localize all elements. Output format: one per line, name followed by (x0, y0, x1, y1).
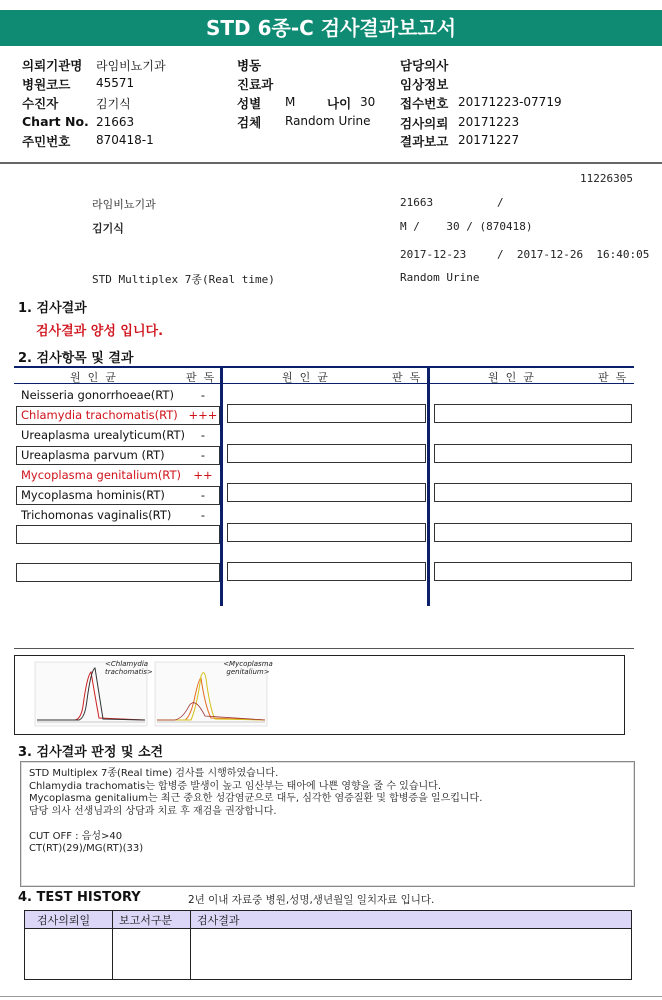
hospital-name-value: 라임비뇨기과 (96, 59, 166, 73)
info-specimen: Random Urine (400, 271, 480, 284)
empty-result-cell (227, 444, 426, 463)
clinical-info-label: 임상정보 (400, 77, 449, 92)
comment-box (20, 761, 635, 887)
col-header-judge-2: 판 독 (392, 371, 421, 384)
info-clinic: 라임비뇨기과 (92, 198, 156, 211)
comment-line: Mycoplasma genitalium는 최근 중요한 성감염균으로 대두, 심각한 염증질환 및 합병증을 일으킵니다. (29, 793, 483, 804)
col-header-judge-1: 판 독 (186, 371, 215, 384)
history-note: 2년 이내 자료중 병원,성명,생년월일 일치자료 입니다. (188, 894, 435, 906)
patient-label: 수진자 (22, 96, 59, 111)
department-label: 진료과 (237, 77, 274, 92)
sex-label: 성별 (237, 96, 262, 111)
organism-name: Ureaplasma parvum (RT) (21, 448, 165, 462)
specimen-value: Random Urine (285, 114, 371, 128)
hospital-code-value: 45571 (96, 76, 135, 90)
age-value: 30 (360, 95, 376, 109)
organism-name: Neisseria gonorrhoeae(RT) (21, 388, 174, 402)
receipt-no-value: 20171223-07719 (458, 95, 562, 109)
info-date-received: 2017-12-23 (400, 248, 467, 261)
info-chart: 21663 (400, 196, 434, 209)
history-cell (113, 929, 191, 980)
col-header-organism-1: 원 인 균 (70, 371, 116, 384)
request-date-value: 20171223 (458, 115, 520, 129)
organism-name: Mycoplasma hominis(RT) (21, 488, 165, 502)
col-header-organism-2: 원 인 균 (282, 371, 328, 384)
request-date-label: 검사의뢰 (400, 116, 449, 131)
empty-result-cell (16, 563, 220, 582)
history-table (24, 910, 632, 980)
empty-result-cell (434, 483, 632, 502)
report-id: 11226305 (580, 172, 633, 185)
section3-title: 3. 검사결과 판정 및 소견 (18, 745, 164, 760)
empty-result-cell (434, 444, 632, 463)
organism-judgement: - (200, 428, 206, 442)
empty-result-cell (227, 404, 426, 423)
organism-name: Ureaplasma urealyticum(RT) (21, 428, 186, 442)
resident-no-value: 870418-1 (96, 133, 154, 147)
positive-message: 검사결과 양성 입니다. (36, 324, 164, 339)
table-top-line (14, 366, 634, 368)
chart-no-value: 21663 (96, 115, 135, 129)
empty-result-cell (434, 523, 632, 542)
column-divider-1 (220, 366, 223, 606)
header-divider (0, 162, 662, 164)
graph-panel (14, 655, 625, 735)
info-test-name: STD Multiplex 7종(Real time) (92, 273, 275, 286)
history-cell (191, 929, 632, 980)
comment-line: 담당 의사 선생님과의 상담과 치료 후 재검을 권장합니다. (29, 805, 277, 817)
history-header-report-type: 보고서구분 (113, 911, 191, 929)
empty-result-cell (434, 562, 632, 581)
patient-value: 김기식 (96, 97, 131, 111)
organism-judgement: ++ (193, 468, 213, 482)
col-header-organism-3: 원 인 균 (488, 371, 534, 384)
info-sex-age: M / 30 / (870418) (400, 220, 533, 233)
organism-judgement: +++ (188, 408, 218, 422)
report-date-value: 20171227 (458, 133, 520, 147)
comment-line: STD Multiplex 7종(Real time) 검사를 시행하였습니다. (29, 768, 279, 779)
organism-judgement: - (200, 388, 206, 402)
section2-title: 2. 검사항목 및 결과 (18, 351, 134, 366)
resident-no-label: 주민번호 (22, 134, 71, 149)
empty-result-cell (16, 525, 220, 544)
result-row-box (16, 446, 220, 465)
history-cell (25, 929, 113, 980)
comment-line: CT(RT)(29)/MG(RT)(33) (29, 843, 144, 854)
report-date-label: 결과보고 (400, 134, 449, 149)
info-date-reported: / 2017-12-26 16:40:05 (497, 248, 650, 261)
result-row-box (16, 406, 220, 425)
chart-no-label: Chart No. (22, 114, 89, 129)
section4-title: 4. TEST HISTORY (18, 890, 141, 905)
info-slash: / (497, 196, 504, 209)
comment-line (29, 818, 482, 831)
sex-value: M (285, 95, 296, 109)
organism-judgement: - (200, 488, 206, 502)
history-header-request-date: 검사의뢰일 (25, 911, 113, 929)
empty-result-cell (227, 562, 426, 581)
empty-result-cell (227, 483, 426, 502)
doctor-label: 담당의사 (400, 58, 449, 73)
history-header-result: 검사결과 (191, 911, 632, 929)
page-bottom-line (0, 996, 662, 997)
organism-name: Chlamydia trachomatis(RT) (21, 408, 178, 422)
column-divider-2 (427, 366, 430, 606)
empty-result-cell (227, 523, 426, 542)
specimen-label: 검체 (237, 115, 262, 130)
organism-name: Mycoplasma genitalium(RT) (21, 468, 181, 482)
empty-result-cell (434, 404, 632, 423)
report-title: STD 6종-C 검사결과보고서 (0, 10, 662, 46)
organism-judgement: - (200, 448, 206, 462)
hospital-code-label: 병원코드 (22, 77, 71, 92)
section1-title: 1. 검사결과 (18, 301, 87, 316)
hospital-name-label: 의뢰기관명 (22, 58, 83, 73)
age-label: 나이 (327, 96, 352, 111)
ward-label: 병동 (237, 58, 262, 73)
comment-line: CUT OFF : 음성>40 (29, 830, 123, 842)
graph-label-ct: <Chlamydia trachomatis> (105, 660, 153, 676)
organism-judgement: - (200, 508, 206, 522)
organism-name: Trichomonas vaginalis(RT) (21, 508, 172, 522)
info-patient: 김기식 (92, 222, 124, 235)
receipt-no-label: 접수번호 (400, 96, 449, 111)
col-header-judge-3: 판 독 (598, 371, 627, 384)
graph-top-line (14, 648, 634, 649)
comment-line: Chlamydia trachomatis는 합병증 발생이 높고 임산부는 태아에 나쁜 영향을 줄 수 있습니다. (29, 780, 441, 792)
comment-text (29, 768, 482, 856)
graph-label-mg: <Mycoplasma genitalium> (223, 660, 273, 676)
result-row-box (16, 486, 220, 505)
